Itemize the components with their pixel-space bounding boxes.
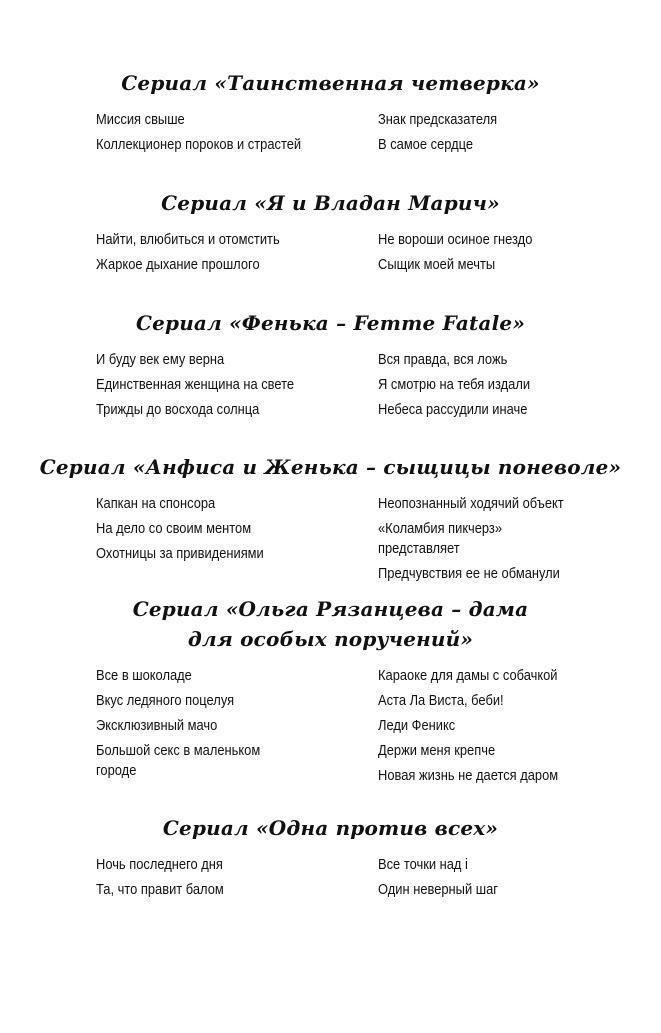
series-title: Сериал «Таинственная четверка»: [121, 71, 540, 95]
book-column-right: [378, 110, 636, 160]
book-title: Капкан на спонсора: [96, 495, 216, 512]
book-columns: [0, 666, 661, 786]
book-title: Предчувствия ее не обманули: [378, 565, 560, 582]
book-title: Трижды до восхода солнца: [96, 401, 260, 418]
series-title: Сериал «Анфиса и Женька – сыщицы поневоле»: [39, 455, 622, 479]
book-title: Не вороши осиное гнездо: [378, 231, 533, 248]
series-title: Сериал «Одна против всех»: [162, 816, 499, 840]
series-title: Сериал «Я и Владан Марич»: [161, 191, 500, 215]
book-column-right: [378, 350, 636, 425]
series-section: [0, 452, 661, 614]
book-title: Все точки над i: [378, 856, 468, 873]
book-title: Миссия свыше: [96, 111, 185, 128]
book-title: Большой секс в маленьком городе: [96, 742, 261, 779]
book-title: В самое сердце: [378, 136, 474, 153]
series-title-line-2: для особых поручений»: [187, 627, 474, 651]
book-title: Та, что правит балом: [96, 881, 224, 898]
book-column-left: [96, 855, 354, 905]
book-title: Вкус ледяного поцелуя: [96, 692, 235, 709]
book-column-right: [378, 230, 636, 280]
series-title-line-1: Сериал «Ольга Рязанцева – дама: [132, 597, 529, 621]
book-column-left: [96, 494, 354, 569]
book-title: Все в шоколаде: [96, 667, 192, 684]
book-title: Новая жизнь не дается даром: [378, 767, 559, 784]
book-column-right: [378, 666, 636, 791]
book-title: Неопознанный ходячий объект: [378, 495, 564, 512]
book-title: Охотницы за привидениями: [96, 545, 264, 562]
book-title: И буду век ему верна: [96, 351, 225, 368]
book-title: Сыщик моей мечты: [378, 256, 496, 273]
book-column-left: [96, 666, 354, 786]
book-column-left: [96, 110, 354, 160]
book-column-left: [96, 230, 354, 280]
book-title: Знак предсказателя: [378, 111, 498, 128]
book-title: Я смотрю на тебя издали: [378, 376, 531, 393]
book-title: Вся правда, вся ложь: [378, 351, 508, 368]
series-section: [0, 308, 661, 470]
series-title: Сериал «Фенька – Femme Fatale»: [135, 311, 526, 335]
book-title: Держи меня крепче: [378, 742, 496, 759]
book-title: Жаркое дыхание прошлого: [96, 256, 260, 273]
book-title: «Коламбия пикчерз» представляет: [378, 520, 503, 557]
book-title: Небеса рассудили иначе: [378, 401, 528, 418]
book-column-right: [378, 494, 636, 589]
series-section: [0, 813, 661, 975]
book-title: Леди Феникс: [378, 717, 456, 734]
book-title: На дело со своим ментом: [96, 520, 252, 537]
book-title: Единственная женщина на свете: [96, 376, 295, 393]
book-title: Эксклюзивный мачо: [96, 717, 218, 734]
book-title: Коллекционер пороков и страстей: [96, 136, 302, 153]
book-column-left: [96, 350, 354, 425]
book-title: Найти, влюбиться и отомстить: [96, 231, 280, 248]
book-columns: [0, 855, 661, 975]
series-section: [0, 594, 661, 786]
book-column-right: [378, 855, 636, 905]
book-title: Караоке для дамы с собачкой: [378, 667, 558, 684]
book-title: Один неверный шаг: [378, 881, 498, 898]
book-title: Ночь последнего дня: [96, 856, 223, 873]
book-title: Аста Ла Виста, беби!: [378, 692, 504, 709]
